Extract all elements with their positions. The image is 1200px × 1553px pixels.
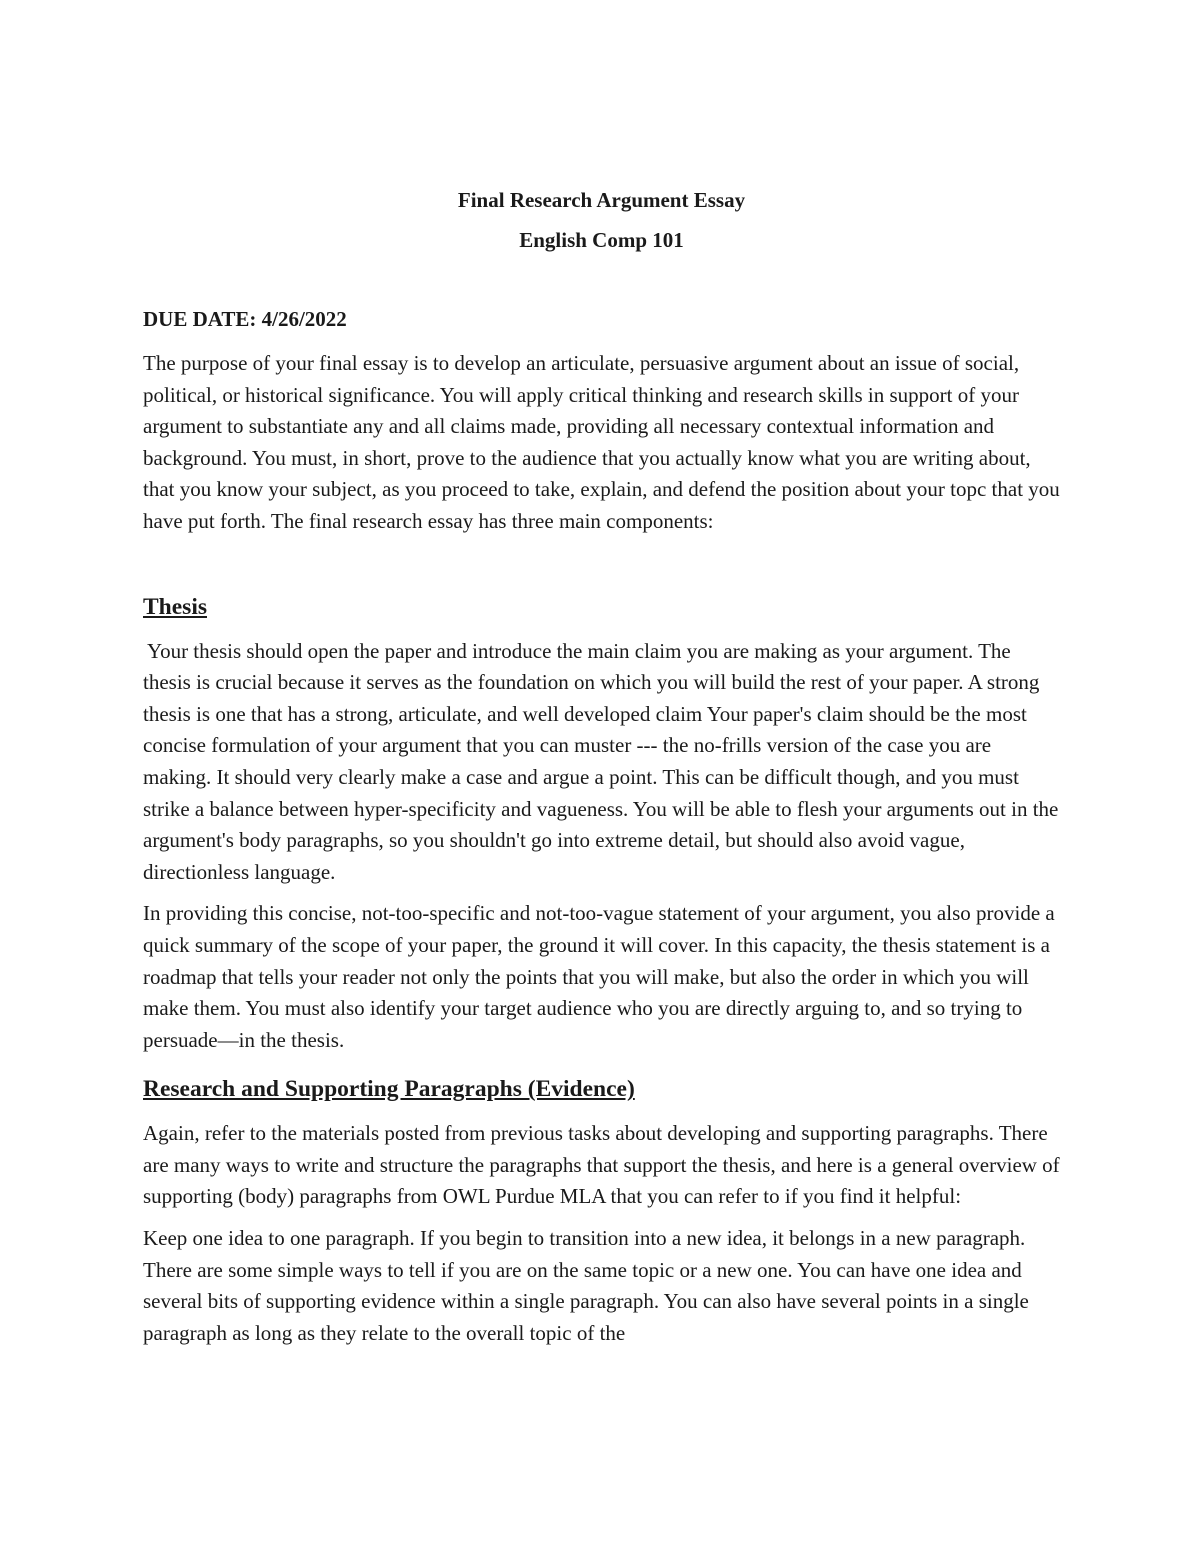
- section-heading-thesis: Thesis: [143, 593, 207, 620]
- research-paragraph-2: Keep one idea to one paragraph. If you begin to transition into a new idea, it belongs in a new paragraph. There are some simple ways to tell if you are on the same topic or a new one. You can have one idea and several bits of supporting evidence within a single paragraph. You can also have several points in a single paragraph as long as they relate to the overall topic of the: [143, 1226, 1029, 1345]
- research-paragraph-1: Again, refer to the materials posted from previous tasks about developing and supporting paragraphs. There are many ways to write and structure the paragraphs that support the thesis, and here is a general overview of supporting (body) paragraphs from OWL Purdue MLA that you can refer to if you find it helpful:: [143, 1121, 1060, 1209]
- intro-paragraph: The purpose of your final essay is to develop an articulate, persuasive argument about an issue of social, political, or historical significance. You will apply critical thinking and research skills in support of your argument to substantiate any and all claims made, providing all necessary contextual information and background. You must, in short, prove to the audience that you actually know what you are writing about, that you know your subject, as you proceed to take, explain, and defend the position about your topc that you have put forth. The final research essay has three main components:: [143, 351, 1060, 533]
- due-date: DUE DATE: 4/26/2022: [143, 307, 347, 331]
- section-heading-research: Research and Supporting Paragraphs (Evidence): [143, 1076, 635, 1103]
- thesis-paragraph-1: Your thesis should open the paper and introduce the main claim you are making as your argument. The thesis is crucial because it serves as the foundation on which you will build the rest of your paper. A strong thesis is one that has a strong, articulate, and well developed claim Your paper's claim should be the most concise formulation of your argument that you can muster --- the no-frills version of the case you are making. It should very clearly make a case and argue a point. This can be difficult though, and you must strike a balance between hyper-specificity and vagueness. You will be able to flesh your arguments out in the argument's body paragraphs, so you shouldn't go into extreme detail, but should also avoid vague, directionless language.: [143, 638, 1059, 884]
- course-subtitle: English Comp 101: [519, 228, 684, 252]
- thesis-paragraph-2: In providing this concise, not-too-specific and not-too-vague statement of your argument, you also provide a quick summary of the scope of your paper, the ground it will cover. In this capacity, the thesis statement is a roadmap that tells your reader not only the points that you will make, but also the order in which you will make them. You must also identify your target audience who you are directly arguing to, and so trying to persuade—in the thesis.: [143, 901, 1055, 1052]
- document-title: Final Research Argument Essay: [457, 188, 746, 212]
